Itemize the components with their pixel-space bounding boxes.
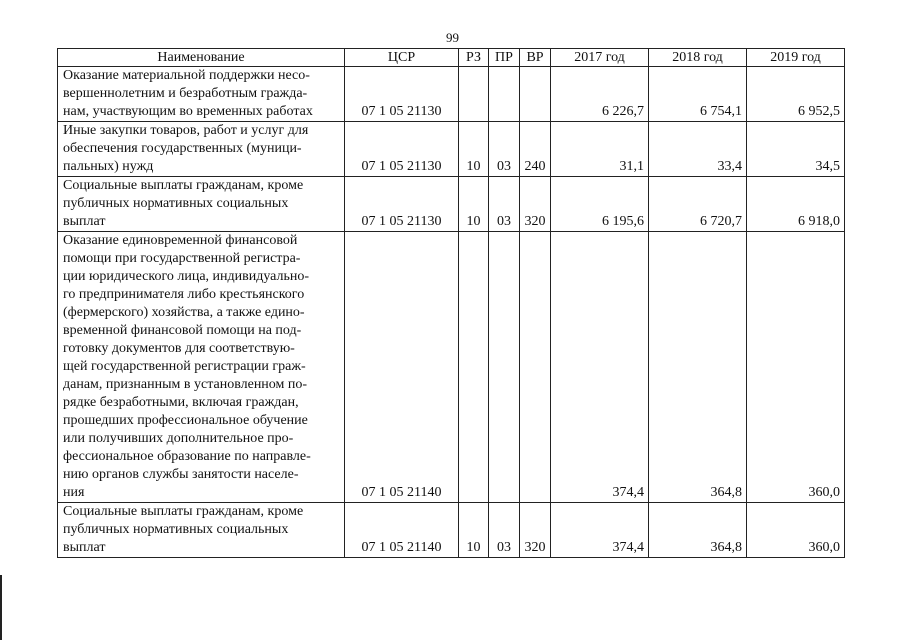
header-2017: 2017 год — [551, 49, 649, 67]
table-row — [58, 503, 845, 558]
table-body — [58, 67, 845, 558]
row-name-line: Оказание единовременной финансовой — [63, 233, 298, 248]
header-vr: ВР — [520, 49, 551, 67]
row-name-line: пальных) нужд — [63, 159, 154, 174]
row-name-line: ния — [63, 485, 85, 500]
row-name-line: обеспечения государственных (муници- — [63, 141, 302, 156]
header-name: Наименование — [58, 49, 345, 67]
row-name-line: Социальные выплаты гражданам, кроме — [63, 504, 304, 519]
row-vr-cell: 320 — [520, 177, 551, 232]
row-name-cell — [58, 232, 345, 503]
row-rz-cell — [459, 67, 489, 122]
table-row — [58, 67, 845, 122]
table-row — [58, 177, 845, 232]
table-row — [58, 232, 845, 503]
row-csr-cell: 07 1 05 21140 — [345, 232, 459, 503]
row-name-line: рядке безработными, включая граждан, — [63, 395, 299, 410]
row-rz-cell — [459, 232, 489, 503]
row-y2017-cell: 374,4 — [551, 503, 649, 558]
row-name-line: данам, признанным в установленном по- — [63, 377, 308, 392]
row-name-cell — [58, 67, 345, 122]
row-pr-cell: 03 — [489, 503, 520, 558]
row-y2018-cell: 6 720,7 — [649, 177, 747, 232]
row-y2019-cell: 34,5 — [747, 122, 845, 177]
row-vr-cell: 320 — [520, 503, 551, 558]
header-2019: 2019 год — [747, 49, 845, 67]
table-row — [58, 122, 845, 177]
row-y2017-cell: 374,4 — [551, 232, 649, 503]
row-y2018-cell: 364,8 — [649, 232, 747, 503]
page-number: 99 — [446, 30, 459, 45]
row-csr-cell: 07 1 05 21130 — [345, 177, 459, 232]
row-name-line: вершеннолетним и безработным гражда- — [63, 86, 308, 101]
row-name-line: временной финансовой помощи на под- — [63, 323, 302, 338]
header-csr: ЦСР — [345, 49, 459, 67]
row-name-line: помощи при государственной регистра- — [63, 251, 301, 266]
row-y2017-cell: 6 226,7 — [551, 67, 649, 122]
row-y2018-cell: 33,4 — [649, 122, 747, 177]
row-name-line: или получивших дополнительное про- — [63, 431, 294, 446]
header-2018: 2018 год — [649, 49, 747, 67]
row-y2019-cell: 6 952,5 — [747, 67, 845, 122]
table-header-row — [58, 49, 845, 67]
row-name-line: публичных нормативных социальных — [63, 522, 289, 537]
row-name-line: выплат — [63, 540, 106, 555]
header-pr: ПР — [489, 49, 520, 67]
row-pr-cell: 03 — [489, 122, 520, 177]
row-rz-cell: 10 — [459, 503, 489, 558]
row-name-line: публичных нормативных социальных — [63, 196, 289, 211]
row-name-line: прошедших профессиональное обучение — [63, 413, 308, 428]
row-name-line: выплат — [63, 214, 106, 229]
row-name-line: (фермерского) хозяйства, а также едино- — [63, 305, 305, 320]
row-y2019-cell: 360,0 — [747, 232, 845, 503]
row-vr-cell: 240 — [520, 122, 551, 177]
row-name-line: нию органов службы занятости населе- — [63, 467, 299, 482]
row-name-line: Оказание материальной поддержки несо- — [63, 68, 310, 83]
row-rz-cell: 10 — [459, 177, 489, 232]
row-y2019-cell: 360,0 — [747, 503, 845, 558]
row-csr-cell: 07 1 05 21130 — [345, 122, 459, 177]
budget-table — [57, 48, 845, 558]
row-y2018-cell: 364,8 — [649, 503, 747, 558]
row-name-line: ции юридического лица, индивидуально- — [63, 269, 310, 284]
row-csr-cell: 07 1 05 21140 — [345, 503, 459, 558]
row-y2019-cell: 6 918,0 — [747, 177, 845, 232]
row-name-line: нам, участвующим во временных работах — [63, 104, 313, 119]
row-pr-cell: 03 — [489, 177, 520, 232]
row-y2017-cell: 6 195,6 — [551, 177, 649, 232]
row-pr-cell — [489, 232, 520, 503]
row-name-line: Социальные выплаты гражданам, кроме — [63, 178, 304, 193]
scan-edge-line — [0, 575, 2, 640]
row-name-line: го предпринимателя либо крестьянского — [63, 287, 305, 302]
row-name-line: щей государственной регистрации граж- — [63, 359, 306, 374]
row-name-cell — [58, 177, 345, 232]
row-csr-cell: 07 1 05 21130 — [345, 67, 459, 122]
row-name-cell — [58, 503, 345, 558]
row-name-line: фессиональное образование по направле- — [63, 449, 311, 464]
row-vr-cell — [520, 232, 551, 503]
row-name-cell — [58, 122, 345, 177]
row-y2018-cell: 6 754,1 — [649, 67, 747, 122]
header-rz: РЗ — [459, 49, 489, 67]
row-name-line: Иные закупки товаров, работ и услуг для — [63, 123, 309, 138]
row-pr-cell — [489, 67, 520, 122]
row-vr-cell — [520, 67, 551, 122]
row-y2017-cell: 31,1 — [551, 122, 649, 177]
row-name-line: готовку документов для соответствую- — [63, 341, 295, 356]
row-rz-cell: 10 — [459, 122, 489, 177]
